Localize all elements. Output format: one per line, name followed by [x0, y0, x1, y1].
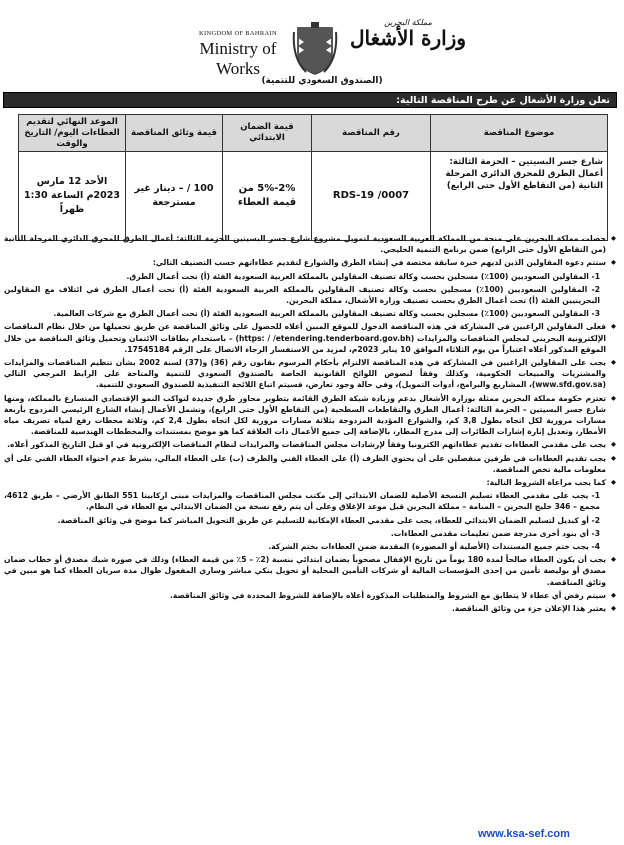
cell-number: RDS-19 /0007 — [312, 152, 431, 241]
list-item: 2- المقاولين السعوديين (100٪) مسجلين بحسب وكالة تصنيف المقاولين بالمملكة العربية السعودية الفئة (أ) تحت أعمال الطرق في ائتلاف مع المقاولين البحرينيين الفئة (أ) تحت أعمال الطرق بحسب تصنيف وزارة الأشغال، مملكة البحرين. — [4, 284, 600, 306]
header-deadline: الموعد النهائي لتقديم العطاءات اليوم/ التاريخ والوقت — [19, 115, 126, 152]
paragraph: ◆ يجب تقديم العطاءات في ظرفين منفصلين على أن يحتوي الظرف (أ) على العطاء الفني والظرف (ب) على العطاء المالي، بشرط عدم احتواء العطاء الفني على أي معلومات مالية تخص المناقصة. — [4, 453, 616, 475]
list-item: 1- يجب على مقدمي العطاء تسليم النسخة الأصلية للضمان الابتدائي إلى مكتب مجلس المناقصات والمزايدات مبنى اركابيتا 551 الطابق الأرضي – طريق 4612، مجمع – 346 خليج البحرين – المنامة – مملكة البحرين قبل موعد الإغلاق وعلى أن يتم رفع نسخة من الضمان الابتدائي مع العطاء في النظام. — [4, 491, 600, 512]
paragraph: ◆ فعلى المقاولين الراغبين في المشاركة في هذه المناقصة الدخول للموقع المبين أعلاه للحصول على وثائق المناقصة عن طريق تحميلها من خلال نظام المناقصات الإلكترونية البحريني لمجلس المناقصات والمزايدات (https: / /etendering.tenderboard.gov.bh) – باستخدام بطاقات الائتمان وتحميل وثائق المناقصة من خلال الموقع المذكور أعلاه اعتباراً من يوم الثلاثاء الموافق 10 يناير 2023م، لمزيد من الاستفسار الرجاء الاتصال على الرقم 17545184. — [4, 321, 616, 355]
cell-bond: 2%-5% من قيمة العطاء — [223, 152, 312, 241]
announcement-body — [4, 233, 616, 616]
header-docs: قيمة وثائق المناقصة — [126, 115, 223, 152]
saudi-fund-label: (الصندوق السعودي للتنمية) — [261, 76, 383, 86]
cell-deadline: الأحد 12 مارس 2023م الساعة 1:30 ظهراً — [19, 152, 126, 241]
paragraph: ◆ يجب على مقدمي العطاءات تقديم عطاءاتهم الكترونيا وفقاً لإرشادات مجلس المناقصات والمزايدات لنظام المناقصات الإلكترونية في او قبل التاريخ المذكور أعلاه. — [4, 439, 616, 450]
paragraph: ◆ حصلت مملكة البحرين على منحة من المملكة العربية السعودية لتمويل مشروع شارع جسر البسيتين الحزمة الثالثة: أعمال الطرق للمحرق الدائري المرحلة الثانية (من التقاطع الأول حتى الرابع) ضمن برنامج التنمية الخليجي. — [4, 233, 616, 255]
paragraph: ◆ تعتزم حكومة مملكة البحرين ممثلة بوزارة الأشغال بدعم وزيادة شبكة الطرق القائمة بتطوير محاور طرق جديدة لتواكب النمو الإقتصادي المتسارع بالمملكة، ومنها شارع جسر البسيتين – الحزمة الثالثة: أعمال الطرق والتقاطعات السطحية (من التقاطع الأول حتى الرابع)، وتشمل الأعمال إنشاء الشارع الرئيسي المزدوج بأربعة مسارات مرورية لكل اتجاه بطول 3,8 كم، والشوارع المؤدية المزدوجة بثلاثة مسارات مرورية لكل اتجاه بطول 2,4 كم، وثلاثة محطات رفع لمياه تصريف مياه الأمطار، وتعديل إنارة إشارات الطائرات إلى مدرج المطار، بالإضافة إلى جميع الأعمال ذات العلاقة كما هو موضح بمستندات والمخططات الهندسية للمناقصة. — [4, 393, 616, 438]
bahrain-crest-icon — [292, 22, 338, 76]
kingdom-en: KINGDOM OF BAHRAIN — [199, 30, 277, 37]
ministry-en: Ministry of Works — [199, 39, 277, 78]
paragraph: ◆ سيتم رفض أي عطاء لا يتطابق مع الشروط والمتطلبات المذكورة أعلاه بالإضافة للشروط المحددة في وثائق المناقصة. — [4, 590, 616, 601]
cell-docs: 100 / – دينار غير مسترجعة — [126, 152, 223, 241]
list-item: 3- المقاولين السعوديين (100٪) مسجلين بحسب وكالة تصنيف المقاولين بالمملكة العربية السعودية الفئة (أ) تحت أعمال الطرق مع شركات العالمية. — [53, 309, 600, 319]
announcement-banner: تعلن وزارة الأشغال عن طرح المناقصة التالية: — [3, 92, 617, 108]
list-item: 2- أو كبديل لتسليم الضمان الابتدائي للعطاء، يجب على مقدمي العطاء الإمكانية للتسليم عن طريق التحويل المباشر كما موضح في وثائق المناقصة. — [57, 515, 600, 525]
paragraph: ◆ يجب على المقاولين الراغبين في المشاركة في هذه المناقصة الالتزام بأحكام المرسوم بقانون رقم (36) و(37) لسنة 2002 بشأن تنظيم المناقصات والمزايدات والمشتريات والمبيعات الحكومية، وكذلك وفقاً لنصوص اللوائح القانونية الخاصة بالصندوق السعودي للتنمية والمتاحة على الرابط المرجعي التالي (www.sfd.gov.sa)، المشاريع والبرامج، أدوات التمويل)، وفي حالة وجود تعارض، فسيتم اتباع اللائحة التنفيذية للصندوق السعودي للتنمية. — [4, 357, 616, 391]
header-bond: قيمة الضمان الابتدائي — [223, 115, 312, 152]
header — [0, 0, 624, 92]
table-header-row — [19, 115, 608, 152]
tender-table — [18, 114, 608, 241]
header-number: رقم المناقصة — [312, 115, 431, 152]
paragraph: ◆ كما يجب مراعاة الشروط التالية: — [4, 477, 616, 488]
ministry-en-block — [176, 30, 300, 79]
list-item: 1- المقاولين السعوديين (100٪) مسجلين بحسب وكالة تصنيف المقاولين بالمملكة العربية السعودية الفئة (أ) تحت أعمال الطرق. — [126, 271, 600, 281]
paragraph: ◆ يجب أن يكون العطاء صالحاً لمدة 180 يوماً من تاريخ الإقفال مصحوباً بضمان ابتدائي بنسبة (2٪ – 5٪ من قيمة العطاء) وذلك في صورة شيك مصدق أو خطاب ضمان مصدق أو بوليصة تأمين من إحدى المؤسسات المالية أو شركات التأمين المحلية أو تحويل بنكي مباشر وساري المفعول طوال مدة سريان العطاء كما هو مبين في وثائق المناقصة. — [4, 554, 616, 588]
cell-subject: شارع جسر البسيتين – الحزمة الثالثة: أعمال الطرق للمحرق الدائري المرحلة الثانية (من التقاطع الأول حتى الرابع) — [431, 152, 608, 241]
paragraph: ◆ يعتبر هذا الإعلان جزء من وثائق المناقصة. — [4, 603, 616, 614]
watermark-link[interactable]: www.ksa-sef.com — [478, 828, 570, 840]
table-row — [19, 152, 608, 241]
list-item: 4- يجب ختم جميع المستندات (الأصلية أو المصورة) المقدمة ضمن العطاءات بختم الشركة. — [268, 542, 600, 552]
kingdom-ar: مملكة البحرين — [384, 18, 432, 27]
paragraph: ◆ ستتم دعوة المقاولين الذين لديهم خبرة سابقة مختصة في إنشاء الطرق والشوارع لتقديم عطاءاتهم حسب التصنيف التالي: — [4, 257, 616, 268]
header-subject: موضوع المناقصة — [431, 115, 608, 152]
ministry-ar-block — [342, 18, 474, 49]
list-item: 3- أي بنود أخرى مدرجة ضمن تعليمات مقدمي العطاءات. — [390, 528, 600, 538]
ministry-ar: وزارة الأشغال — [350, 26, 466, 50]
